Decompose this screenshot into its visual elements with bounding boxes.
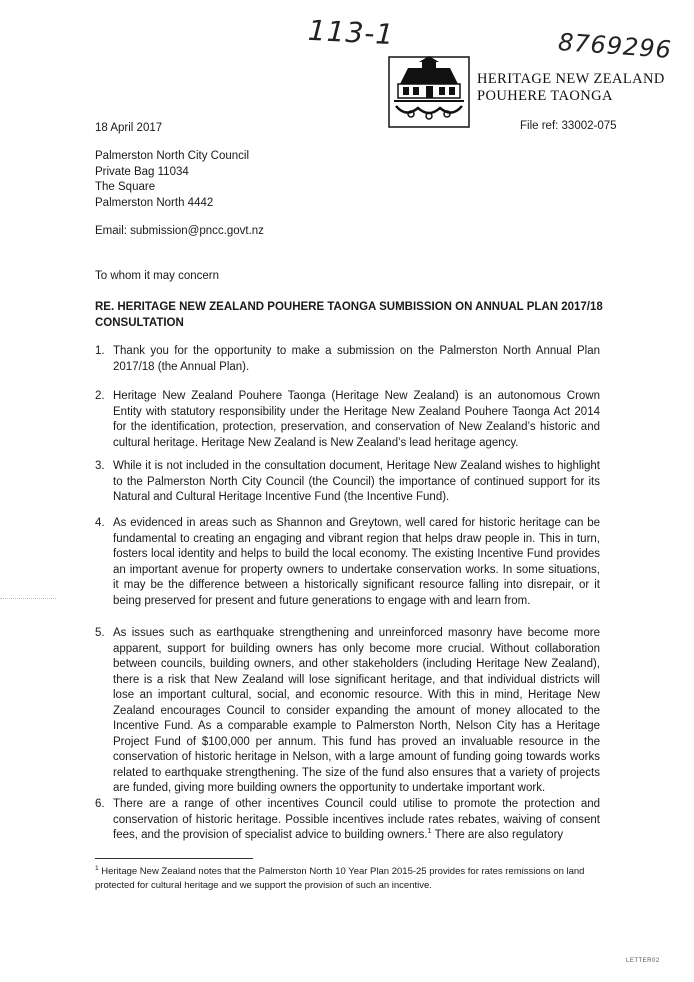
footnote <box>95 865 605 892</box>
numbered-paragraph <box>95 626 600 797</box>
paragraph-number: 6. <box>95 798 105 810</box>
numbered-paragraph <box>95 389 600 451</box>
paragraph-number: 5. <box>95 627 105 639</box>
recipient-line: Palmerston North City Council <box>95 150 250 162</box>
numbered-paragraph <box>95 459 600 506</box>
handwritten-reference-right: 8769296 <box>557 28 673 64</box>
footnote-text: Heritage New Zealand notes that the Palmerston North 10 Year Plan 2015-25 provides for rates remissions on land protected for cultural heritage and we support the provision of such an incentive. <box>95 866 585 891</box>
subject-heading: RE. HERITAGE NEW ZEALAND POUHERE TAONGA SUMBISSION ON ANNUAL PLAN 2017/18 CONSULTATION <box>95 301 603 329</box>
organisation-name <box>477 71 665 105</box>
paragraph-text: As evidenced in areas such as Shannon and Greytown, well cared for historic heritage can be fundamental to creating an engaging and vibrant region that helps draw people in. This in turn, fosters local identity and helps to build the local economy. The existing Incentive Fund provides an important avenue for property owners to undertake conservation works. In some situations, it may be the difference between a historically significant resource falling into disrepair, or it being preserved for present and future generations to engage with and learn from. <box>113 517 600 607</box>
paragraph-text-part: There are a range of other incentives Council could utilise to promote the protection and conservation of historic heritage. Possible incentives include rates rebates, waiving of consent fees, and the provision of specialist advice to building owners. <box>113 798 600 841</box>
paragraph-text: While it is not included in the consultation document, Heritage New Zealand wishes to highlight to the Palmerston North City Council (the Council) the importance of continued support for its Natural and Cultural Heritage Incentive Fund (the Incentive Fund). <box>113 460 600 503</box>
handwritten-reference-top: 113-1 <box>307 13 396 52</box>
letter-date: 18 April 2017 <box>95 122 163 134</box>
recipient-line: Private Bag 11034 <box>95 165 189 178</box>
recipient-email: Email: submission@pncc.govt.nz <box>95 225 264 237</box>
recipient-line: The Square <box>95 181 156 193</box>
paragraph-text-part: There are also regulatory <box>431 829 564 841</box>
numbered-paragraph <box>95 516 600 609</box>
paragraph-number: 2. <box>95 390 105 402</box>
paragraph-text: Thank you for the opportunity to make a submission on the Palmerston North Annual Plan 2017/18 (the Annual Plan). <box>113 345 600 373</box>
numbered-paragraph <box>95 344 600 375</box>
recipient-address <box>95 149 249 211</box>
recipient-line: Palmerston North 4442 <box>95 196 214 209</box>
paragraph-number: 3. <box>95 460 105 472</box>
fold-mark <box>0 598 56 599</box>
paragraph-text <box>113 797 600 844</box>
paragraph-text: Heritage New Zealand Pouhere Taonga (Heritage New Zealand) is an autonomous Crown Entity with statutory responsibility under the Heritage New Zealand Pouhere Taonga Act 2014 for the identification, protection, preservation, and conservation of New Zealand’s historic and cultural heritage. Heritage New Zealand is New Zealand’s lead heritage agency. <box>113 390 600 449</box>
template-stamp: LETTER02 <box>626 958 660 964</box>
heritage-house-logo-icon <box>388 56 470 128</box>
numbered-paragraph <box>95 797 600 844</box>
organisation-name-line2: POUHERE TAONGA <box>477 88 613 104</box>
paragraph-number: 4. <box>95 517 105 529</box>
paragraph-number: 1. <box>95 345 105 357</box>
file-reference: File ref: 33002-075 <box>520 120 617 132</box>
salutation: To whom it may concern <box>95 270 219 282</box>
footnote-mark: 1 <box>95 864 99 872</box>
organisation-name-line1: HERITAGE NEW ZEALAND <box>477 71 665 87</box>
footnote-reference: 1 <box>427 826 432 836</box>
paragraph-text: As issues such as earthquake strengthening and unreinforced masonry have become more apparent, support for building owners has only become more crucial. Without collaboration between councils, building owners, and other stakeholders (including Heritage New Zealand), there is a risk that New Zealand will lose significant heritage, and that individual districts will lose an important cultural, social, and economic resource. With this in mind, Heritage New Zealand encourages Council to consider expanding the amount of money allocated to the Incentive Fund. As a comparable example to Palmerston North, Nelson City has a Heritage Project Fund of $100,000 per annum. This fund has proved an invaluable resource in the conservation of historic heritage in Nelson, with a large amount of funding going towards works related to earthquake strengthening. The size of the fund also ensures that a variety of projects are funded, giving more building owners the opportunity to undertake important work. <box>113 627 600 794</box>
footnote-divider <box>95 858 253 859</box>
